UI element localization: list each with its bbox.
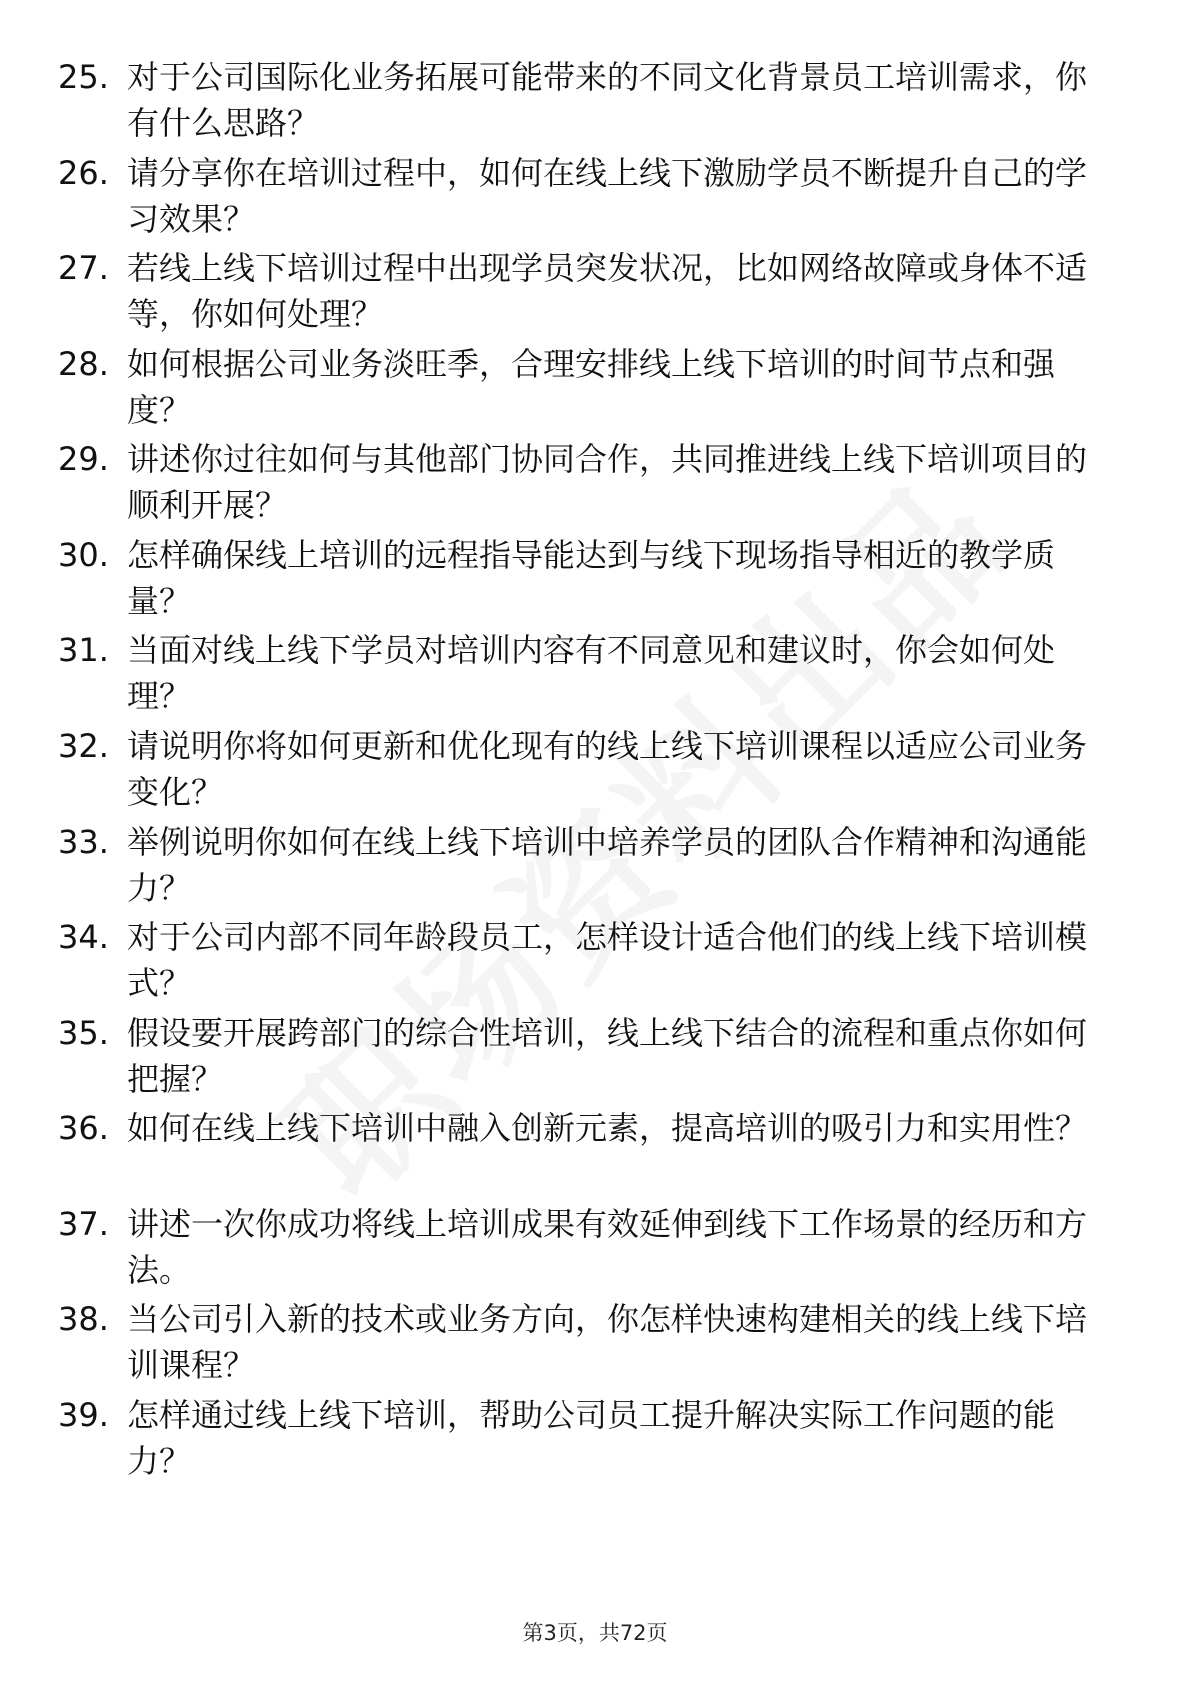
question-number: 28.	[58, 345, 109, 383]
question-item	[0, 723, 1190, 823]
question-item	[0, 1296, 1190, 1396]
question-number: 38.	[58, 1300, 109, 1338]
question-text: 请分享你在培训过程中，如何在线上线下激励学员不断提升自己的学习效果？	[127, 154, 1088, 238]
question-number: 36.	[58, 1109, 109, 1147]
question-number: 29.	[58, 440, 109, 478]
question-item	[0, 54, 1190, 154]
question-text: 对于公司内部不同年龄段员工，怎样设计适合他们的线上线下培训模式？	[127, 918, 1088, 1002]
question-text: 怎样确保线上培训的远程指导能达到与线下现场指导相近的教学质量？	[127, 536, 1056, 620]
question-item	[0, 532, 1190, 632]
question-text: 请说明你将如何更新和优化现有的线上线下培训课程以适应公司业务变化？	[127, 727, 1088, 811]
question-text: 怎样通过线上线下培训，帮助公司员工提升解决实际工作问题的能力？	[127, 1396, 1056, 1480]
question-text: 对于公司国际化业务拓展可能带来的不同文化背景员工培训需求，你有什么思路？	[127, 58, 1088, 142]
question-item	[0, 627, 1190, 727]
question-item	[0, 436, 1190, 536]
question-number: 30.	[58, 536, 109, 574]
question-text: 讲述你过往如何与其他部门协同合作，共同推进线上线下培训项目的顺利开展？	[127, 440, 1088, 524]
question-item	[0, 914, 1190, 1014]
question-number: 33.	[58, 823, 109, 861]
question-text: 当面对线上线下学员对培训内容有不同意见和建议时，你会如何处理？	[127, 631, 1056, 715]
question-number: 39.	[58, 1396, 109, 1434]
page-number-footer: 第3页，共72页	[522, 1621, 668, 1645]
question-number: 31.	[58, 631, 109, 669]
question-number: 25.	[58, 58, 109, 96]
question-text: 当公司引入新的技术或业务方向，你怎样快速构建相关的线上线下培训课程？	[127, 1300, 1088, 1384]
question-number: 35.	[58, 1014, 109, 1052]
question-number: 37.	[58, 1205, 109, 1243]
question-item	[0, 1201, 1190, 1301]
question-item	[0, 1010, 1190, 1110]
question-item	[0, 245, 1190, 345]
question-text: 如何根据公司业务淡旺季，合理安排线上线下培训的时间节点和强度？	[127, 345, 1056, 429]
question-item	[0, 341, 1190, 441]
question-text: 举例说明你如何在线上线下培训中培养学员的团队合作精神和沟通能力？	[127, 823, 1088, 907]
question-item	[0, 1105, 1190, 1205]
question-number: 32.	[58, 727, 109, 765]
question-number: 26.	[58, 154, 109, 192]
question-item	[0, 1392, 1190, 1492]
question-item	[0, 819, 1190, 919]
question-number: 27.	[58, 249, 109, 287]
question-number: 34.	[58, 918, 109, 956]
question-text: 讲述一次你成功将线上培训成果有效延伸到线下工作场景的经历和方法。	[127, 1205, 1088, 1289]
question-item	[0, 150, 1190, 250]
question-text: 如何在线上线下培训中融入创新元素，提高培训的吸引力和实用性？	[127, 1109, 1088, 1147]
question-text: 若线上线下培训过程中出现学员突发状况，比如网络故障或身体不适等，你如何处理？	[127, 249, 1088, 333]
question-text: 假设要开展跨部门的综合性培训，线上线下结合的流程和重点你如何把握？	[127, 1014, 1088, 1098]
